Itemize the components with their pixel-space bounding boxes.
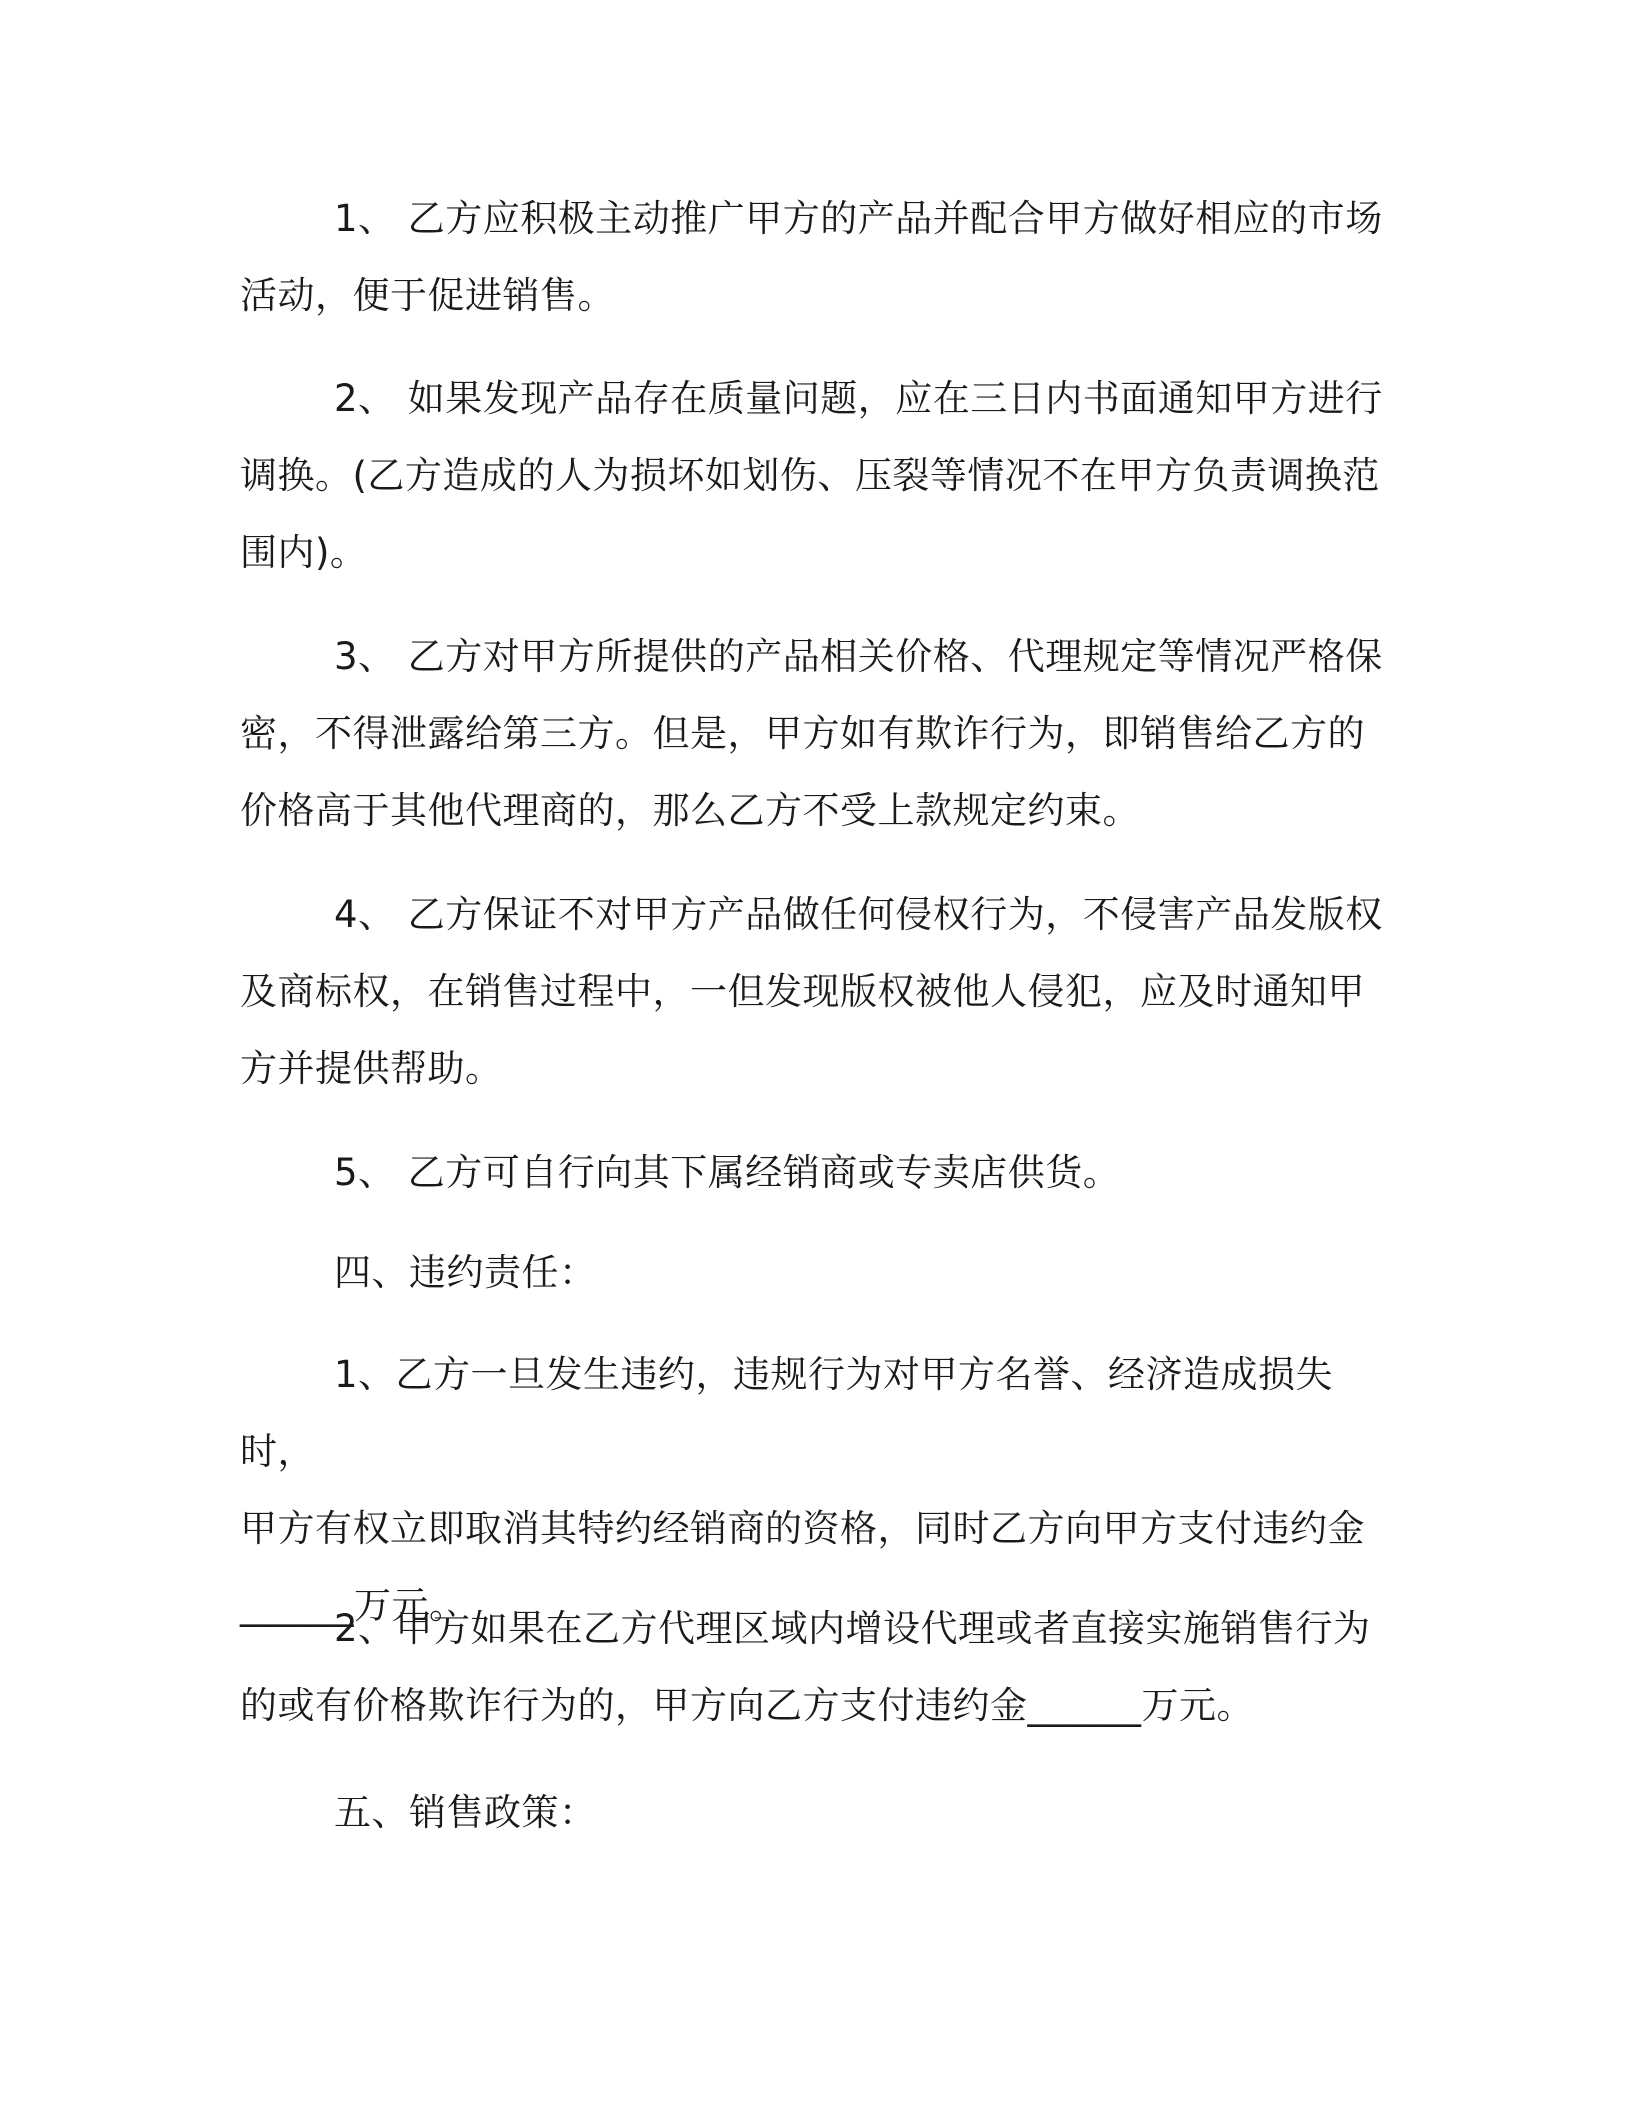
clause-line: 的或有价格欺诈行为的，甲方向乙方支付违约金______万元。 bbox=[240, 1684, 1254, 1727]
clause-3-4 bbox=[240, 876, 1390, 1107]
clause-line: 4、 乙方保证不对甲方产品做任何侵权行为，不侵害产品发版权 bbox=[334, 893, 1383, 936]
section-title: 四、违约责任： bbox=[334, 1251, 597, 1294]
clause-line: 2、甲方如果在乙方代理区域内增设代理或者直接实施销售行为 bbox=[334, 1607, 1371, 1650]
clause-line: 围内)。 bbox=[240, 531, 368, 574]
clause-3-5 bbox=[240, 1134, 1390, 1211]
clause-line: 1、 乙方应积极主动推广甲方的产品并配合甲方做好相应的市场 bbox=[334, 197, 1383, 240]
clause-line: 3、 乙方对甲方所提供的产品相关价格、代理规定等情况严格保 bbox=[334, 635, 1383, 678]
clause-line: 调换。(乙方造成的人为损坏如划伤、压裂等情况不在甲方负责调换范 bbox=[240, 454, 1380, 497]
clause-line: 2、 如果发现产品存在质量问题，应在三日内书面通知甲方进行 bbox=[334, 377, 1383, 420]
clause-line: 方并提供帮助。 bbox=[240, 1047, 503, 1090]
clause-line: 甲方有权立即取消其特约经销商的资格，同时乙方向甲方支付违约金 bbox=[240, 1507, 1365, 1550]
clause-4-2 bbox=[240, 1590, 1390, 1744]
clause-line: 活动，便于促进销售。 bbox=[240, 274, 615, 317]
clause-line: 密，不得泄露给第三方。但是，甲方如有欺诈行为，即销售给乙方的 bbox=[240, 712, 1365, 755]
clause-3-1 bbox=[240, 180, 1390, 334]
clause-3-3 bbox=[240, 618, 1390, 849]
section-title: 五、销售政策： bbox=[334, 1791, 597, 1834]
clause-line: 价格高于其他代理商的，那么乙方不受上款规定约束。 bbox=[240, 789, 1140, 832]
section-heading-sales-policy bbox=[240, 1774, 1390, 1851]
clause-line: 及商标权，在销售过程中，一但发现版权被他人侵犯，应及时通知甲 bbox=[240, 970, 1365, 1013]
clause-line: 1、乙方一旦发生违约，违规行为对甲方名誉、经济造成损失时， bbox=[240, 1353, 1334, 1473]
clause-line: ______万元。 bbox=[240, 1584, 467, 1627]
clause-line: 5、 乙方可自行向其下属经销商或专卖店供货。 bbox=[334, 1151, 1121, 1194]
section-heading-breach bbox=[240, 1234, 1390, 1311]
clause-3-2 bbox=[240, 360, 1390, 591]
